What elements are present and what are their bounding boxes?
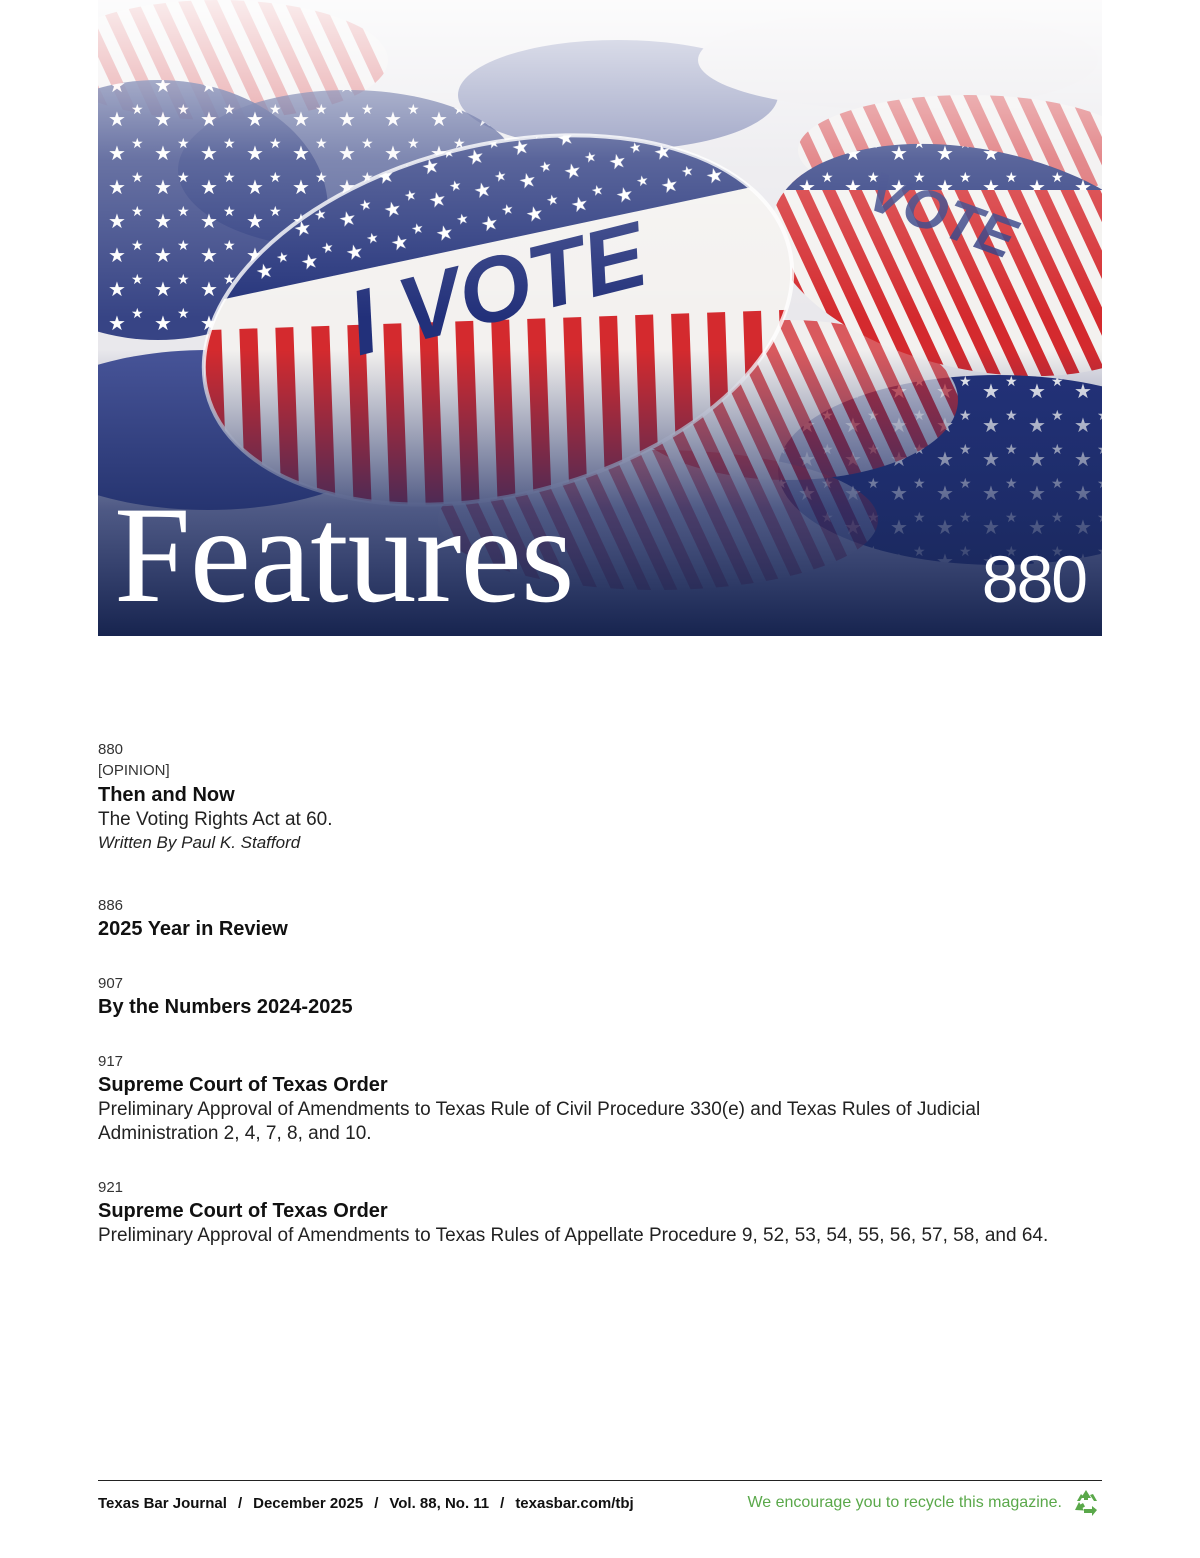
- website-link[interactable]: texasbar.com/tbj: [515, 1494, 634, 1512]
- entry-page-number: 886: [98, 897, 124, 914]
- entry-page-number: 921: [98, 1179, 124, 1196]
- entry-description: The Voting Rights Act at 60.: [98, 809, 333, 830]
- entry-title[interactable]: By the Numbers 2024-2025: [98, 996, 353, 1018]
- page-footer: [98, 1488, 1102, 1518]
- footer-citation: [98, 1495, 634, 1512]
- feature-entry[interactable]: [98, 896, 1102, 942]
- feature-entry[interactable]: [98, 974, 1102, 1020]
- entry-description: Preliminary Approval of Amendments to Texas Rules of Appellate Procedure 9, 52, 53, 54, 55, 56, 57, 58, and 64.: [98, 1225, 1049, 1246]
- feature-entry[interactable]: [98, 740, 1102, 854]
- entry-title[interactable]: Supreme Court of Texas Order: [98, 1074, 388, 1096]
- footer-separator: /: [500, 1494, 505, 1512]
- recycle-notice: [747, 1487, 1102, 1519]
- entry-title[interactable]: Supreme Court of Texas Order: [98, 1200, 388, 1222]
- section-title: Features: [114, 478, 574, 631]
- entry-page-number: 907: [98, 975, 124, 992]
- entry-page-number: 880: [98, 741, 124, 758]
- feature-entry[interactable]: [98, 1178, 1102, 1248]
- entry-category-tag: [OPINION]: [98, 762, 170, 779]
- entry-title[interactable]: 2025 Year in Review: [98, 918, 288, 940]
- entry-description: Preliminary Approval of Amendments to Texas Rule of Civil Procedure 330(e) and Texas Rules of Judicial Administration 2, 4, 7, 8, and 10.: [98, 1099, 981, 1144]
- recycle-message: We encourage you to recycle this magazine.: [747, 1494, 1062, 1511]
- entry-page-number: 917: [98, 1053, 124, 1070]
- feature-entry[interactable]: [98, 1052, 1102, 1146]
- footer-separator: /: [374, 1494, 379, 1512]
- footer-divider: [98, 1480, 1102, 1481]
- footer-separator: /: [237, 1494, 243, 1512]
- publication-name: Texas Bar Journal: [98, 1494, 227, 1512]
- features-list: [98, 740, 1102, 1292]
- issue-date: December 2025: [253, 1494, 364, 1512]
- entry-author: Written By Paul K. Stafford: [98, 833, 301, 852]
- hero-page-number: 880: [981, 542, 1086, 616]
- entry-title[interactable]: Then and Now: [98, 784, 235, 806]
- recycle-icon: [1070, 1487, 1102, 1519]
- hero-image: [98, 0, 1102, 636]
- volume-number: Vol. 88, No. 11: [389, 1494, 490, 1512]
